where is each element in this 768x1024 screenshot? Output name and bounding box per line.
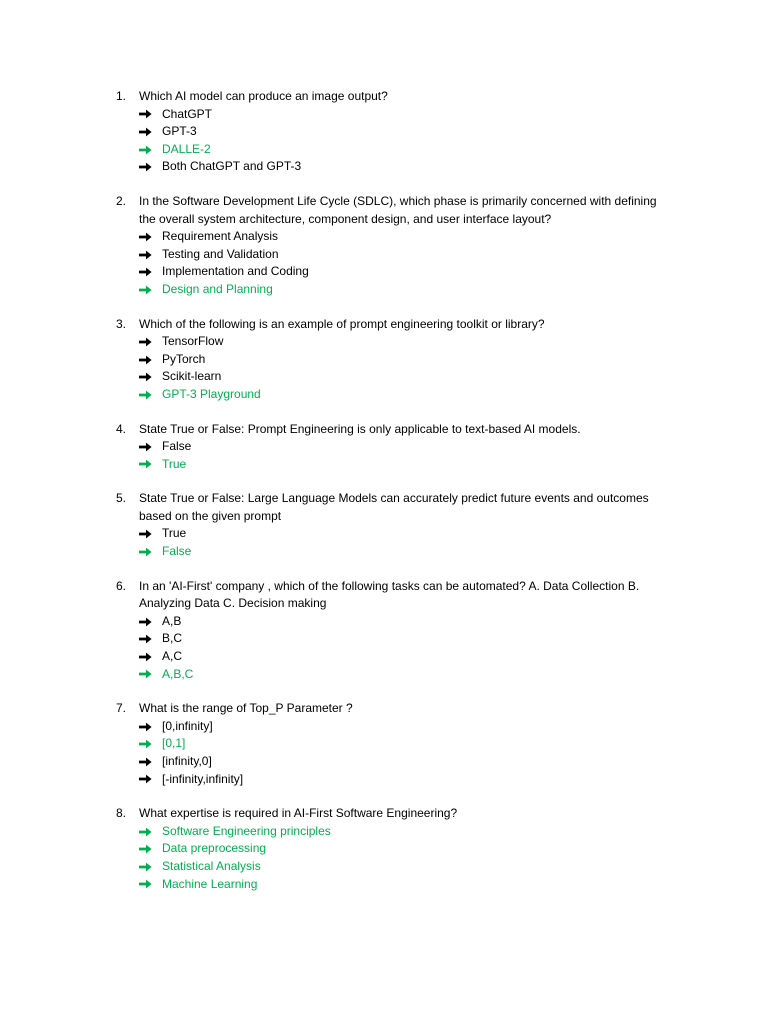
arrow-right-icon bbox=[139, 127, 152, 137]
question-line bbox=[116, 193, 676, 228]
answer-option-label: False bbox=[162, 439, 192, 454]
question-text: What expertise is required in AI-First Software Engineering? bbox=[139, 806, 458, 821]
question-text: State True or False: Prompt Engineering is only applicable to text-based AI models. bbox=[139, 421, 581, 436]
question-block bbox=[116, 805, 676, 893]
question-block bbox=[116, 193, 676, 299]
arrow-right-icon bbox=[139, 844, 152, 854]
arrow-right-icon bbox=[139, 774, 152, 784]
arrow-right-icon bbox=[139, 390, 152, 400]
question-line bbox=[116, 805, 676, 823]
arrow-right-icon bbox=[139, 267, 152, 277]
arrow-right-icon bbox=[139, 757, 152, 767]
question-number: 1. bbox=[116, 89, 127, 103]
answer-options bbox=[139, 228, 676, 298]
arrow-right-icon bbox=[139, 337, 152, 347]
question-block bbox=[116, 578, 676, 684]
arrow-right-icon bbox=[139, 827, 152, 837]
answer-option-correct bbox=[139, 386, 676, 404]
answer-option-label: Both ChatGPT and GPT-3 bbox=[162, 159, 302, 174]
answer-option-correct bbox=[139, 543, 676, 561]
question-line bbox=[116, 700, 676, 718]
answer-option bbox=[139, 630, 676, 648]
answer-option-label: Statistical Analysis bbox=[162, 858, 261, 873]
question-number: 6. bbox=[116, 578, 127, 593]
arrow-right-icon bbox=[139, 162, 152, 172]
question-block bbox=[116, 700, 676, 788]
answer-option bbox=[139, 648, 676, 666]
answer-option-label: A,C bbox=[162, 649, 183, 664]
question-text: What is the range of Top_P Parameter ? bbox=[139, 701, 353, 716]
answer-option-label: Design and Planning bbox=[162, 281, 273, 296]
arrow-right-icon bbox=[139, 285, 152, 295]
answer-options bbox=[139, 613, 676, 683]
answer-option-label: TensorFlow bbox=[162, 334, 224, 349]
answer-option bbox=[139, 228, 676, 246]
arrow-right-icon bbox=[139, 669, 152, 679]
answer-option-label: DALLE-2 bbox=[162, 141, 211, 156]
answer-option bbox=[139, 351, 676, 369]
answer-option-label: Machine Learning bbox=[162, 876, 258, 891]
answer-option bbox=[139, 123, 676, 141]
arrow-right-icon bbox=[139, 652, 152, 662]
answer-option-correct bbox=[139, 735, 676, 753]
answer-option-correct bbox=[139, 141, 676, 159]
answer-option-correct bbox=[139, 823, 676, 841]
arrow-right-icon bbox=[139, 145, 152, 155]
answer-option-label: A,B,C bbox=[162, 666, 194, 681]
answer-option-label: [-infinity,infinity] bbox=[162, 771, 244, 786]
question-line bbox=[116, 316, 676, 334]
question-block bbox=[116, 490, 676, 560]
answer-option-label: GPT-3 Playground bbox=[162, 386, 261, 401]
answer-option-correct bbox=[139, 858, 676, 876]
question-number: 5. bbox=[116, 491, 127, 506]
answer-option-label: GPT-3 bbox=[162, 124, 197, 139]
answer-option-label: [0,1] bbox=[162, 736, 186, 751]
arrow-right-icon bbox=[139, 109, 152, 119]
arrow-right-icon bbox=[139, 459, 152, 469]
answer-option-label: Implementation and Coding bbox=[162, 264, 309, 279]
answer-option-label: False bbox=[162, 544, 192, 559]
arrow-right-icon bbox=[139, 232, 152, 242]
question-block bbox=[116, 421, 676, 474]
answer-option-label: True bbox=[162, 526, 187, 541]
answer-option-label: ChatGPT bbox=[162, 106, 213, 121]
arrow-right-icon bbox=[139, 739, 152, 749]
question-number: 7. bbox=[116, 701, 127, 716]
arrow-right-icon bbox=[139, 879, 152, 889]
answer-option-label: PyTorch bbox=[162, 351, 206, 366]
answer-option bbox=[139, 333, 676, 351]
answer-option-correct bbox=[139, 876, 676, 894]
answer-option-correct bbox=[139, 666, 676, 684]
answer-options bbox=[139, 333, 676, 403]
arrow-right-icon bbox=[139, 634, 152, 644]
answer-option bbox=[139, 525, 676, 543]
answer-option-label: B,C bbox=[162, 631, 183, 646]
arrow-right-icon bbox=[139, 355, 152, 365]
answer-options bbox=[139, 525, 676, 560]
answer-options bbox=[139, 823, 676, 893]
answer-option bbox=[139, 718, 676, 736]
arrow-right-icon bbox=[139, 372, 152, 382]
question-number: 3. bbox=[116, 316, 127, 331]
question-number: 2. bbox=[116, 193, 127, 208]
answer-options bbox=[139, 106, 676, 176]
question-text: Which AI model can produce an image output? bbox=[139, 89, 388, 103]
answer-options bbox=[139, 718, 676, 788]
question-block bbox=[116, 88, 676, 176]
answer-option bbox=[139, 771, 676, 789]
answer-option-correct bbox=[139, 456, 676, 474]
answer-option-correct bbox=[139, 281, 676, 299]
answer-option-label: Scikit-learn bbox=[162, 369, 222, 384]
question-text: State True or False: Large Language Models can accurately predict future events and outcomes based on the given prompt bbox=[139, 491, 652, 523]
answer-option bbox=[139, 753, 676, 771]
question-line bbox=[116, 88, 676, 106]
arrow-right-icon bbox=[139, 547, 152, 557]
question-text: In an 'AI-First' company , which of the following tasks can be automated? A. Data Collection B. Analyzing Data C. Decision making bbox=[139, 578, 642, 611]
arrow-right-icon bbox=[139, 529, 152, 539]
question-line bbox=[116, 421, 676, 439]
arrow-right-icon bbox=[139, 617, 152, 627]
question-number: 8. bbox=[116, 806, 127, 821]
arrow-right-icon bbox=[139, 862, 152, 872]
question-line bbox=[116, 490, 676, 525]
arrow-right-icon bbox=[139, 722, 152, 732]
arrow-right-icon bbox=[139, 442, 152, 452]
answer-option-correct bbox=[139, 840, 676, 858]
answer-option bbox=[139, 246, 676, 264]
answer-option bbox=[139, 158, 676, 176]
question-text: Which of the following is an example of prompt engineering toolkit or library? bbox=[139, 316, 545, 331]
quiz-document bbox=[116, 88, 676, 910]
answer-option-label: [infinity,0] bbox=[162, 754, 212, 768]
answer-option-label: [0,infinity] bbox=[162, 718, 213, 733]
answer-option bbox=[139, 106, 676, 124]
answer-option bbox=[139, 613, 676, 631]
answer-option-label: Data preprocessing bbox=[162, 841, 267, 856]
question-text: In the Software Development Life Cycle (SDLC), which phase is primarily concerned with defining the overall system architecture, component design, and user interface layout? bbox=[139, 193, 660, 226]
answer-option bbox=[139, 438, 676, 456]
arrow-right-icon bbox=[139, 250, 152, 260]
question-line bbox=[116, 578, 676, 613]
answer-option-label: Testing and Validation bbox=[162, 246, 279, 261]
question-block bbox=[116, 316, 676, 404]
answer-option-label: Software Engineering principles bbox=[162, 823, 331, 838]
answer-option bbox=[139, 263, 676, 281]
answer-options bbox=[139, 438, 676, 473]
answer-option-label: A,B bbox=[162, 613, 182, 628]
question-number: 4. bbox=[116, 421, 127, 436]
answer-option-label: True bbox=[162, 456, 187, 471]
answer-option-label: Requirement Analysis bbox=[162, 229, 279, 244]
answer-option bbox=[139, 368, 676, 386]
